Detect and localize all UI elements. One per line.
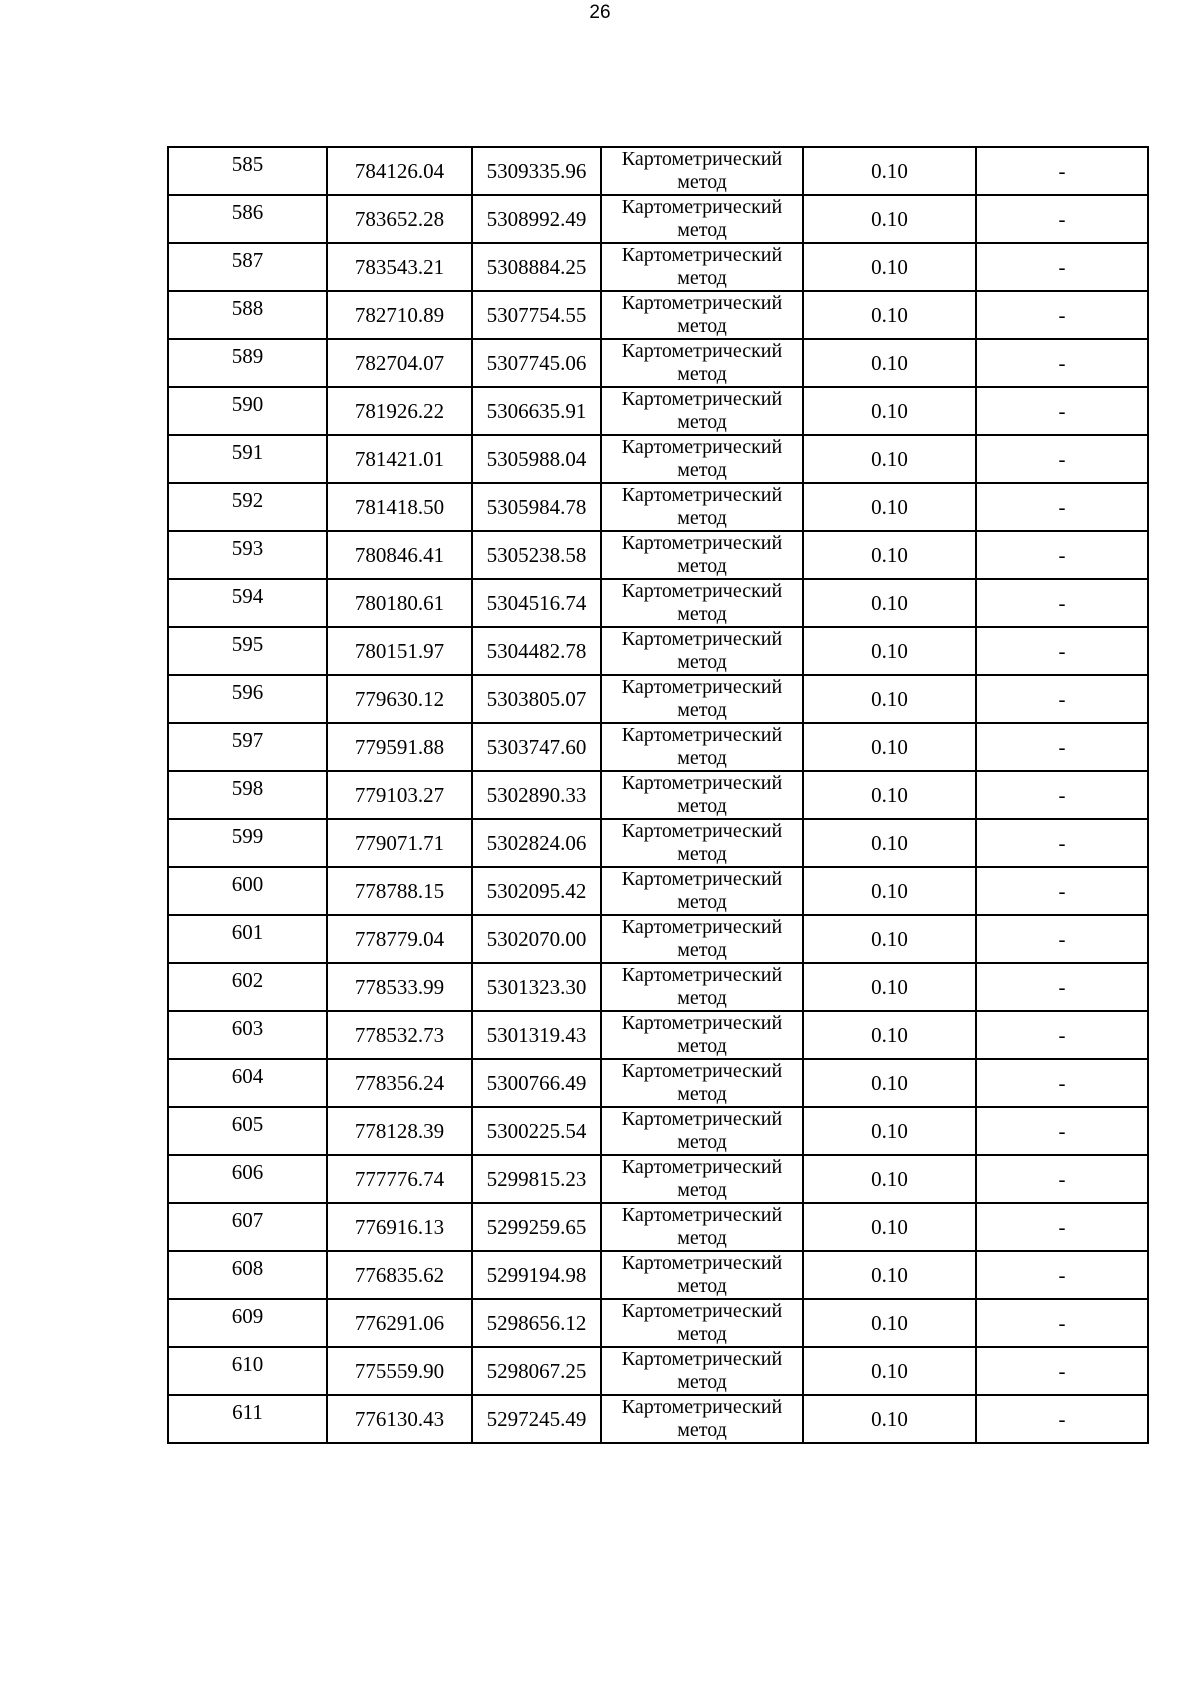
method-line-2: метод (677, 747, 727, 769)
method-cell (601, 1155, 803, 1203)
table-row (168, 1059, 1148, 1107)
point-number-cell: 590 (168, 387, 327, 435)
accuracy-cell: 0.10 (803, 963, 976, 1011)
note-cell: - (976, 147, 1148, 195)
method-cell (601, 1059, 803, 1107)
method-line-1: Картометрический (621, 724, 783, 746)
y-coordinate-cell: 5308884.25 (472, 243, 601, 291)
method-line-1: Картометрический (621, 436, 783, 458)
point-number-cell: 600 (168, 867, 327, 915)
method-line-1: Картометрический (621, 148, 783, 170)
table-row (168, 723, 1148, 771)
method-line-1: Картометрический (621, 820, 783, 842)
y-coordinate-cell: 5306635.91 (472, 387, 601, 435)
accuracy-cell: 0.10 (803, 291, 976, 339)
method-line-2: метод (677, 507, 727, 529)
method-line-1: Картометрический (621, 1204, 783, 1226)
x-coordinate-cell: 781926.22 (327, 387, 472, 435)
note-cell: - (976, 627, 1148, 675)
accuracy-cell: 0.10 (803, 723, 976, 771)
note-cell: - (976, 1299, 1148, 1347)
method-cell (601, 435, 803, 483)
method-cell (601, 1011, 803, 1059)
method-line-1: Картометрический (621, 484, 783, 506)
accuracy-cell: 0.10 (803, 1011, 976, 1059)
accuracy-cell: 0.10 (803, 1203, 976, 1251)
x-coordinate-cell: 780180.61 (327, 579, 472, 627)
method-line-2: метод (677, 363, 727, 385)
accuracy-cell: 0.10 (803, 627, 976, 675)
method-cell (601, 867, 803, 915)
x-coordinate-cell: 776835.62 (327, 1251, 472, 1299)
method-cell (601, 723, 803, 771)
x-coordinate-cell: 781418.50 (327, 483, 472, 531)
x-coordinate-cell: 784126.04 (327, 147, 472, 195)
method-line-2: метод (677, 315, 727, 337)
x-coordinate-cell: 779630.12 (327, 675, 472, 723)
y-coordinate-cell: 5304516.74 (472, 579, 601, 627)
table-row (168, 627, 1148, 675)
x-coordinate-cell: 779591.88 (327, 723, 472, 771)
method-line-2: метод (677, 411, 727, 433)
y-coordinate-cell: 5304482.78 (472, 627, 601, 675)
table-row (168, 195, 1148, 243)
point-number-cell: 592 (168, 483, 327, 531)
y-coordinate-cell: 5298067.25 (472, 1347, 601, 1395)
method-line-1: Картометрический (621, 1012, 783, 1034)
point-number-cell: 591 (168, 435, 327, 483)
table-row (168, 1107, 1148, 1155)
point-number-cell: 586 (168, 195, 327, 243)
method-cell (601, 819, 803, 867)
x-coordinate-cell: 776130.43 (327, 1395, 472, 1443)
method-line-1: Картометрический (621, 1348, 783, 1370)
method-line-2: метод (677, 555, 727, 577)
note-cell: - (976, 819, 1148, 867)
point-number-cell: 607 (168, 1203, 327, 1251)
method-line-2: метод (677, 1227, 727, 1249)
method-line-2: метод (677, 1083, 727, 1105)
point-number-cell: 601 (168, 915, 327, 963)
y-coordinate-cell: 5301319.43 (472, 1011, 601, 1059)
table-row (168, 1347, 1148, 1395)
x-coordinate-cell: 778788.15 (327, 867, 472, 915)
method-cell (601, 1107, 803, 1155)
method-line-1: Картометрический (621, 532, 783, 554)
table-row (168, 675, 1148, 723)
note-cell: - (976, 723, 1148, 771)
y-coordinate-cell: 5299194.98 (472, 1251, 601, 1299)
x-coordinate-cell: 780151.97 (327, 627, 472, 675)
accuracy-cell: 0.10 (803, 1395, 976, 1443)
method-line-1: Картометрический (621, 916, 783, 938)
point-number-cell: 604 (168, 1059, 327, 1107)
method-line-2: метод (677, 1419, 727, 1441)
note-cell: - (976, 1011, 1148, 1059)
coordinates-table (167, 146, 1149, 1444)
method-line-1: Картометрический (621, 1156, 783, 1178)
table-row (168, 243, 1148, 291)
note-cell: - (976, 195, 1148, 243)
note-cell: - (976, 1203, 1148, 1251)
accuracy-cell: 0.10 (803, 1059, 976, 1107)
y-coordinate-cell: 5307754.55 (472, 291, 601, 339)
method-cell (601, 675, 803, 723)
table-row (168, 819, 1148, 867)
note-cell: - (976, 1347, 1148, 1395)
table-row (168, 867, 1148, 915)
method-line-2: метод (677, 1371, 727, 1393)
point-number-cell: 599 (168, 819, 327, 867)
y-coordinate-cell: 5302095.42 (472, 867, 601, 915)
table-row (168, 339, 1148, 387)
accuracy-cell: 0.10 (803, 675, 976, 723)
accuracy-cell: 0.10 (803, 435, 976, 483)
method-cell (601, 1395, 803, 1443)
accuracy-cell: 0.10 (803, 1251, 976, 1299)
point-number-cell: 605 (168, 1107, 327, 1155)
note-cell: - (976, 771, 1148, 819)
method-line-1: Картометрический (621, 292, 783, 314)
method-line-2: метод (677, 603, 727, 625)
method-cell (601, 963, 803, 1011)
x-coordinate-cell: 779071.71 (327, 819, 472, 867)
point-number-cell: 606 (168, 1155, 327, 1203)
table-row (168, 771, 1148, 819)
point-number-cell: 597 (168, 723, 327, 771)
point-number-cell: 602 (168, 963, 327, 1011)
method-cell (601, 195, 803, 243)
point-number-cell: 610 (168, 1347, 327, 1395)
note-cell: - (976, 1251, 1148, 1299)
method-line-1: Картометрический (621, 388, 783, 410)
point-number-cell: 595 (168, 627, 327, 675)
method-line-2: метод (677, 459, 727, 481)
y-coordinate-cell: 5300766.49 (472, 1059, 601, 1107)
method-line-2: метод (677, 651, 727, 673)
x-coordinate-cell: 778532.73 (327, 1011, 472, 1059)
table-row (168, 1395, 1148, 1443)
x-coordinate-cell: 775559.90 (327, 1347, 472, 1395)
accuracy-cell: 0.10 (803, 1299, 976, 1347)
method-cell (601, 243, 803, 291)
table-row (168, 1299, 1148, 1347)
accuracy-cell: 0.10 (803, 1155, 976, 1203)
y-coordinate-cell: 5301323.30 (472, 963, 601, 1011)
x-coordinate-cell: 776916.13 (327, 1203, 472, 1251)
x-coordinate-cell: 781421.01 (327, 435, 472, 483)
y-coordinate-cell: 5309335.96 (472, 147, 601, 195)
method-line-1: Картометрический (621, 1396, 783, 1418)
x-coordinate-cell: 779103.27 (327, 771, 472, 819)
method-line-1: Картометрический (621, 1108, 783, 1130)
accuracy-cell: 0.10 (803, 1347, 976, 1395)
accuracy-cell: 0.10 (803, 771, 976, 819)
method-cell (601, 915, 803, 963)
y-coordinate-cell: 5297245.49 (472, 1395, 601, 1443)
method-line-1: Картометрический (621, 964, 783, 986)
note-cell: - (976, 483, 1148, 531)
note-cell: - (976, 1395, 1148, 1443)
y-coordinate-cell: 5299815.23 (472, 1155, 601, 1203)
note-cell: - (976, 531, 1148, 579)
method-line-2: метод (677, 987, 727, 1009)
accuracy-cell: 0.10 (803, 579, 976, 627)
point-number-cell: 587 (168, 243, 327, 291)
method-line-1: Картометрический (621, 1300, 783, 1322)
note-cell: - (976, 1059, 1148, 1107)
method-line-2: метод (677, 1131, 727, 1153)
point-number-cell: 594 (168, 579, 327, 627)
method-line-1: Картометрический (621, 1060, 783, 1082)
method-line-1: Картометрический (621, 676, 783, 698)
method-line-1: Картометрический (621, 1252, 783, 1274)
x-coordinate-cell: 778356.24 (327, 1059, 472, 1107)
method-line-2: метод (677, 171, 727, 193)
table-body (168, 147, 1148, 1443)
note-cell: - (976, 579, 1148, 627)
method-cell (601, 531, 803, 579)
x-coordinate-cell: 778128.39 (327, 1107, 472, 1155)
method-line-2: метод (677, 795, 727, 817)
method-cell (601, 291, 803, 339)
y-coordinate-cell: 5302890.33 (472, 771, 601, 819)
y-coordinate-cell: 5308992.49 (472, 195, 601, 243)
point-number-cell: 585 (168, 147, 327, 195)
point-number-cell: 603 (168, 1011, 327, 1059)
method-cell (601, 147, 803, 195)
x-coordinate-cell: 783543.21 (327, 243, 472, 291)
method-line-1: Картометрический (621, 628, 783, 650)
accuracy-cell: 0.10 (803, 915, 976, 963)
note-cell: - (976, 435, 1148, 483)
accuracy-cell: 0.10 (803, 867, 976, 915)
x-coordinate-cell: 783652.28 (327, 195, 472, 243)
table-row (168, 531, 1148, 579)
method-cell (601, 1203, 803, 1251)
accuracy-cell: 0.10 (803, 819, 976, 867)
x-coordinate-cell: 778533.99 (327, 963, 472, 1011)
point-number-cell: 588 (168, 291, 327, 339)
method-cell (601, 387, 803, 435)
y-coordinate-cell: 5302070.00 (472, 915, 601, 963)
method-cell (601, 1299, 803, 1347)
x-coordinate-cell: 780846.41 (327, 531, 472, 579)
method-cell (601, 1251, 803, 1299)
point-number-cell: 598 (168, 771, 327, 819)
y-coordinate-cell: 5307745.06 (472, 339, 601, 387)
y-coordinate-cell: 5299259.65 (472, 1203, 601, 1251)
method-cell (601, 339, 803, 387)
method-cell (601, 1347, 803, 1395)
y-coordinate-cell: 5303747.60 (472, 723, 601, 771)
accuracy-cell: 0.10 (803, 387, 976, 435)
accuracy-cell: 0.10 (803, 483, 976, 531)
page-number: 26 (589, 2, 611, 23)
method-cell (601, 579, 803, 627)
method-line-2: метод (677, 219, 727, 241)
y-coordinate-cell: 5302824.06 (472, 819, 601, 867)
point-number-cell: 596 (168, 675, 327, 723)
table-row (168, 147, 1148, 195)
table-row (168, 1011, 1148, 1059)
method-line-2: метод (677, 1035, 727, 1057)
y-coordinate-cell: 5305238.58 (472, 531, 601, 579)
method-line-2: метод (677, 843, 727, 865)
note-cell: - (976, 387, 1148, 435)
method-line-2: метод (677, 699, 727, 721)
method-line-2: метод (677, 1179, 727, 1201)
method-line-2: метод (677, 939, 727, 961)
table-row (168, 291, 1148, 339)
accuracy-cell: 0.10 (803, 195, 976, 243)
table-row (168, 963, 1148, 1011)
accuracy-cell: 0.10 (803, 147, 976, 195)
accuracy-cell: 0.10 (803, 339, 976, 387)
y-coordinate-cell: 5305988.04 (472, 435, 601, 483)
note-cell: - (976, 867, 1148, 915)
method-cell (601, 627, 803, 675)
x-coordinate-cell: 782710.89 (327, 291, 472, 339)
accuracy-cell: 0.10 (803, 531, 976, 579)
note-cell: - (976, 291, 1148, 339)
method-line-2: метод (677, 1275, 727, 1297)
x-coordinate-cell: 776291.06 (327, 1299, 472, 1347)
method-line-1: Картометрический (621, 868, 783, 890)
table-row (168, 1203, 1148, 1251)
method-line-1: Картометрический (621, 196, 783, 218)
x-coordinate-cell: 782704.07 (327, 339, 472, 387)
point-number-cell: 611 (168, 1395, 327, 1443)
y-coordinate-cell: 5305984.78 (472, 483, 601, 531)
table-row (168, 1155, 1148, 1203)
method-line-2: метод (677, 267, 727, 289)
y-coordinate-cell: 5300225.54 (472, 1107, 601, 1155)
method-line-1: Картометрический (621, 340, 783, 362)
x-coordinate-cell: 777776.74 (327, 1155, 472, 1203)
note-cell: - (976, 1155, 1148, 1203)
method-cell (601, 483, 803, 531)
table-row (168, 1251, 1148, 1299)
method-line-2: метод (677, 891, 727, 913)
method-line-1: Картометрический (621, 580, 783, 602)
table-row (168, 483, 1148, 531)
table-row (168, 435, 1148, 483)
x-coordinate-cell: 778779.04 (327, 915, 472, 963)
table-row (168, 579, 1148, 627)
note-cell: - (976, 243, 1148, 291)
note-cell: - (976, 675, 1148, 723)
method-line-1: Картометрический (621, 772, 783, 794)
method-line-1: Картометрический (621, 244, 783, 266)
y-coordinate-cell: 5298656.12 (472, 1299, 601, 1347)
point-number-cell: 609 (168, 1299, 327, 1347)
method-cell (601, 771, 803, 819)
note-cell: - (976, 963, 1148, 1011)
point-number-cell: 608 (168, 1251, 327, 1299)
accuracy-cell: 0.10 (803, 243, 976, 291)
accuracy-cell: 0.10 (803, 1107, 976, 1155)
point-number-cell: 589 (168, 339, 327, 387)
table-row (168, 915, 1148, 963)
note-cell: - (976, 339, 1148, 387)
table-row (168, 387, 1148, 435)
note-cell: - (976, 915, 1148, 963)
method-line-2: метод (677, 1323, 727, 1345)
note-cell: - (976, 1107, 1148, 1155)
y-coordinate-cell: 5303805.07 (472, 675, 601, 723)
point-number-cell: 593 (168, 531, 327, 579)
